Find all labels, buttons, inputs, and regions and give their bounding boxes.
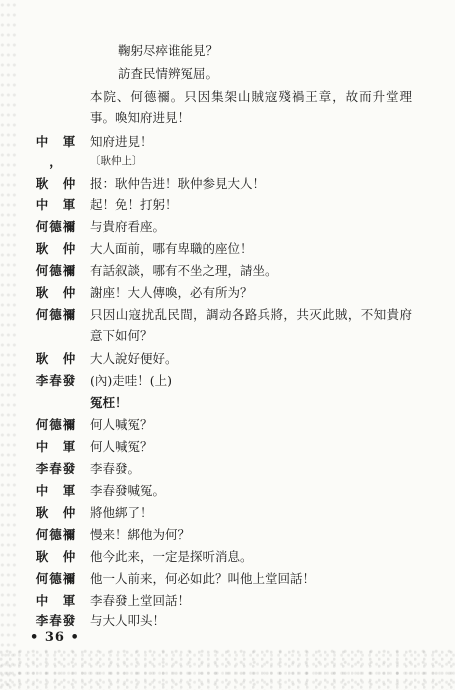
dialogue-text: 何人喊冤？ (90, 417, 153, 432)
speaker-name: 何德禰 (35, 263, 77, 278)
speaker-name: 李春發 (35, 613, 77, 628)
speaker-name: 何德禰 (35, 307, 77, 322)
speaker-name: 何德禰 (35, 571, 77, 586)
dialogue-text: 李春發。 (90, 461, 141, 476)
scan-noise-left (0, 0, 18, 690)
dialogue-text: 知府进見！ (90, 134, 153, 149)
dialogue-text: 起！免！打躬！ (90, 197, 178, 212)
speaker-name: 李春發 (35, 373, 77, 388)
dialogue-text: 大人面前，哪有卑職的座位！ (90, 241, 253, 256)
speaker-name: 耿 仲 (35, 176, 77, 191)
scan-noise-bottom (0, 648, 455, 690)
speaker-name: 耿 仲 (35, 505, 77, 520)
speaker-name: 中 軍 (35, 197, 77, 212)
dialogue-text: 將他綁了！ (90, 505, 153, 520)
dialogue-text: 报：耿仲告进！耿仲参見大人！ (90, 176, 266, 191)
speaker-name: 耿 仲 (35, 285, 77, 300)
dialogue-text: 与大人叩头！ (90, 613, 166, 628)
speaker-name: 耿 仲 (35, 351, 77, 366)
speaker-name: 耿 仲 (35, 241, 77, 256)
verse-line-2: 訪査民情辨冤屈。 (118, 66, 219, 81)
dialogue-text: 冤枉！ (90, 395, 128, 410)
verse-line-1: 鞠躬尽瘁谁能見？ (118, 43, 219, 58)
dialogue-text: 只因山寇扰乱民間，調动各路兵將，共灭此賊，不知貴府意下如何？ (90, 307, 412, 343)
dialogue-text: 他今此来，一定是探听消息。 (90, 549, 253, 564)
speaker-name: ， (49, 154, 63, 169)
dialogue-text: 与貴府看座。 (90, 219, 166, 234)
dialogue-text: 慢来！綁他为何？ (90, 527, 191, 542)
dialogue-text: 李春發上堂回話！ (90, 593, 191, 608)
speaker-name: 何德禰 (35, 219, 77, 234)
speaker-name: 中 軍 (35, 439, 77, 454)
page-number: • 36 • (30, 630, 80, 645)
dialogue-text: (內)走哇！(上) (90, 373, 173, 388)
speaker-name: 何德禰 (35, 417, 77, 432)
dialogue-text: 大人說好便好。 (90, 351, 178, 366)
speaker-name: 李春發 (35, 461, 77, 476)
speaker-name: 中 軍 (35, 134, 77, 149)
intro-paragraph: 本院、何德禰。只因集架山賊寇殘禍王章，故而升堂理事。喚知府进見！ (90, 89, 412, 125)
speaker-name: 中 軍 (35, 483, 77, 498)
dialogue-text: 李春發喊冤。 (90, 483, 166, 498)
dialogue-text: 謝座！大人傳喚，必有所为？ (90, 285, 253, 300)
dialogue-text: 何人喊冤？ (90, 439, 153, 454)
stage-direction: 〔耿仲上〕 (90, 155, 143, 167)
dialogue-text: 有話叙談，哪有不坐之理，請坐。 (90, 263, 278, 278)
speaker-name: 何德禰 (35, 527, 77, 542)
dialogue-text: 他一人前来，何必如此？叫他上堂回話！ (90, 571, 316, 586)
speaker-name: 耿 仲 (35, 549, 77, 564)
speaker-name: 中 軍 (35, 593, 77, 608)
